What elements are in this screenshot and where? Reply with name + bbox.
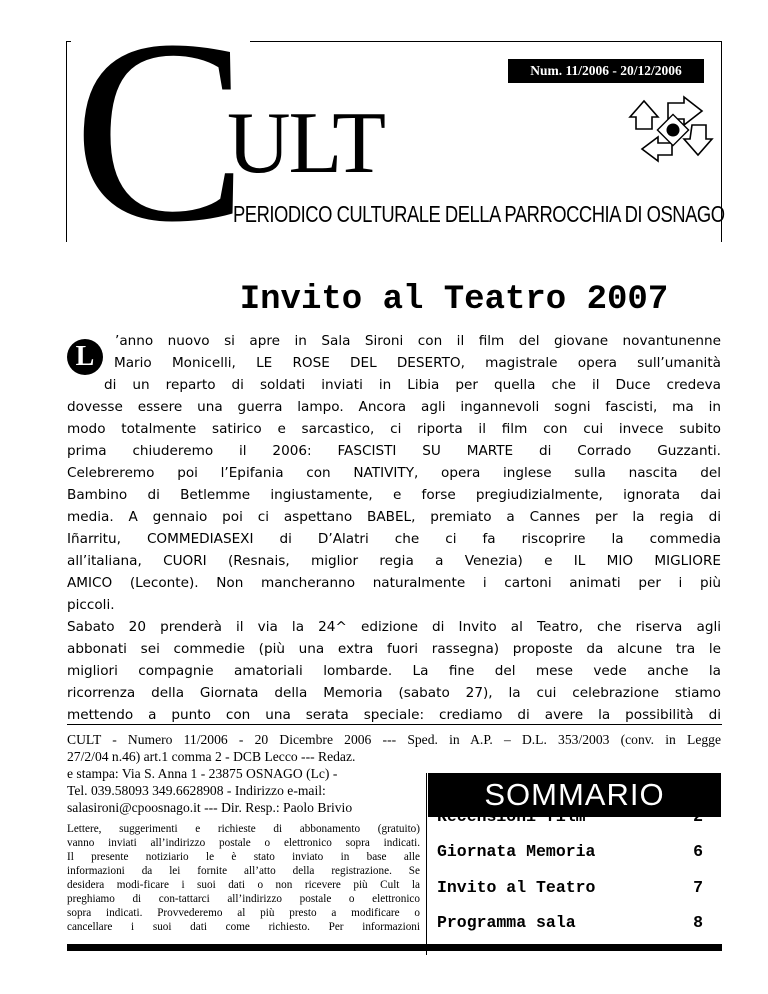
footer-rule: [67, 724, 722, 725]
toc-label: Invito al Teatro: [437, 878, 596, 897]
body-line: Bambino di Betlemme ingiustamente, e forse pregiudizialmente, ignorata dai: [67, 487, 721, 503]
body-line: AMICO (Leconte). Non mancheranno naturalmente i cartoni animati per i più: [67, 575, 721, 591]
arrows-ring-logo-icon: [622, 93, 720, 163]
toc-page: 6: [693, 842, 703, 861]
toc-label: Recensioni film: [437, 807, 586, 826]
toc-item: [437, 805, 703, 829]
body-line: modo totalmente satirico e sarcastico, ci riporta il film con cui invece subito: [67, 421, 721, 437]
colophon-line: 27/2/04 n.46) art.1 comma 2 - DCB Lecco --- Redaz.: [67, 749, 356, 764]
toc-label: Programma sala: [437, 913, 576, 932]
sommario-title: SOMMARIO: [428, 773, 721, 817]
bottom-bar: [67, 944, 722, 951]
colophon-line: salasironi@cpoosnago.it --- Dir. Resp.: Paolo Brivio: [67, 800, 353, 815]
privacy-note-line: Lettere, suggerimenti e richieste di abbonamento (gratuito): [67, 823, 420, 835]
privacy-note-line: cancellare i suoi dati come richiesto. Per informazioni: [67, 921, 420, 933]
privacy-note-line: preghiamo di con-tattarci all’indirizzo postale o elettronico: [67, 893, 420, 905]
body-line: di un reparto di soldati inviati in Libia per quella che il Duce credeva: [104, 377, 721, 393]
body-line: ricorrenza della Giornata della Memoria (sabato 27), la cui celebrazione stiamo: [67, 685, 721, 701]
article-title: Invito al Teatro 2007: [239, 281, 669, 319]
privacy-note-line: vanno inviati all’indirizzo postale o elettronico sopra indicati.: [67, 837, 420, 849]
toc-item: [437, 911, 703, 935]
body-line: piccoli.: [67, 597, 115, 613]
dropcap: L: [67, 339, 103, 375]
body-line: dovesse essere una guerra lampo. Ancora agli ingannevoli sogni fascisti, ma in: [67, 399, 721, 415]
toc-item: [437, 876, 703, 900]
body-line: ’anno nuovo si apre in Sala Sironi con il film del giovane novantunenne: [115, 333, 721, 349]
privacy-note-line: desidera modi-ficare i suoi dati o non ricevere più Cult la: [67, 879, 420, 891]
masthead-subtitle: PERIODICO CULTURALE DELLA PARROCCHIA DI OSNAGO: [233, 201, 725, 227]
masthead-title: ULT: [227, 95, 384, 192]
toc-page: 8: [693, 913, 703, 932]
body-line: media. A gennaio poi ci aspettano BABEL, premiato a Cannes per la regia di: [67, 509, 721, 525]
toc-item: [437, 840, 703, 864]
body-line: Mario Monicelli, LE ROSE DEL DESERTO, magistrale opera sull’umanità: [114, 355, 721, 371]
colophon-line: Tel. 039.58093 349.6628908 - Indirizzo e-mail:: [67, 783, 326, 798]
body-line: abbonati sei commedie (più una extra fuori rassegna) proposte da alcune tra le: [67, 641, 721, 657]
body-line: prima chiuderemo il 2006: FASCISTI SU MARTE di Corrado Guzzanti.: [67, 443, 721, 459]
privacy-note-line: sopra indicati. Provvederemo al più presto a modificare o: [67, 907, 420, 919]
body-line: Celebreremo poi l’Epifania con NATIVITY, opera inglese sulla nascita del: [67, 465, 721, 481]
body-line: all’italiana, CUORI (Resnais, miglior regia a Venezia) e IL MIO MIGLIORE: [67, 553, 721, 569]
toc-page: 7: [693, 878, 703, 897]
toc-label: Giornata Memoria: [437, 842, 596, 861]
colophon-line: e stampa: Via S. Anna 1 - 23875 OSNAGO (Lc) -: [67, 766, 338, 781]
colophon-line: CULT - Numero 11/2006 - 20 Dicembre 2006 --- Sped. in A.P. – D.L. 353/2003 (conv. in Legge: [67, 732, 721, 747]
issue-badge: Num. 11/2006 - 20/12/2006: [508, 59, 704, 83]
privacy-note-line: Il presente notiziario le è stato inviato in base alle: [67, 851, 420, 863]
body-line: Iñarritu, COMMEDIASEXI di D’Alatri che ci fa riscoprire la commedia: [67, 531, 721, 547]
masthead-initial: C: [73, 0, 248, 276]
body-line: Sabato 20 prenderà il via la 24^ edizione di Invito al Teatro, che riserva agli: [67, 619, 721, 635]
body-line: mettendo a punto con una serata speciale: crediamo di avere la possibilità di: [67, 707, 721, 723]
privacy-note-line: informazioni da lei fornite all’atto della registrazione. Se: [67, 865, 420, 877]
toc-page: 2: [693, 807, 703, 826]
body-line: migliori compagnie amatoriali lombarde. La fine del mese vede anche la: [67, 663, 721, 679]
